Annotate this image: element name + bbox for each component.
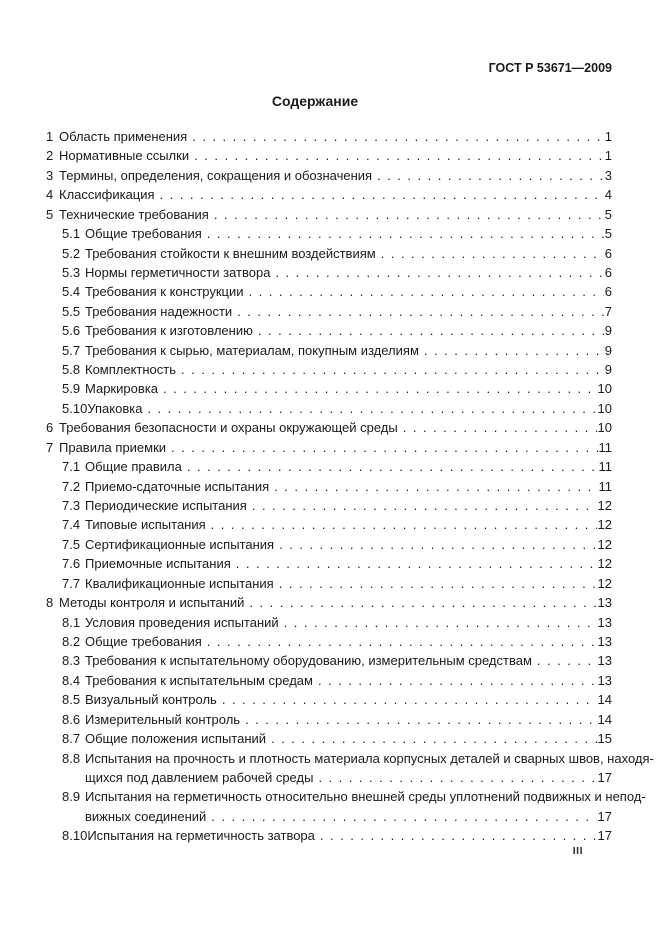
- toc-entry-content: [59, 205, 612, 224]
- toc-entry-number: 5: [46, 206, 54, 222]
- toc-entry-page: 1: [604, 148, 612, 164]
- toc-entry-label: Типовые испытания: [85, 517, 206, 533]
- toc-entry: [46, 438, 612, 457]
- toc-entry-lastline: [85, 807, 612, 826]
- toc-entry-page: 13: [597, 672, 612, 688]
- toc-entry: [46, 224, 612, 243]
- toc-entry: [46, 477, 612, 496]
- toc-entry-lastline: [85, 535, 612, 554]
- toc-entry-page: 3: [604, 167, 612, 183]
- toc-entry: [46, 146, 612, 165]
- toc-entry-content: [85, 749, 654, 788]
- toc-entry-content: [85, 729, 612, 748]
- dot-leader: [279, 574, 597, 593]
- toc-entry-page: 10: [597, 420, 612, 436]
- toc-entry: [46, 515, 612, 534]
- toc-entry-content: [59, 146, 612, 165]
- dot-leader: [207, 224, 604, 243]
- toc-entry-label: Общие требования: [85, 226, 202, 242]
- toc-entry-number: 8.8: [62, 750, 81, 766]
- toc-entry-number: 1: [46, 129, 54, 144]
- toc-entry-label: Общие положения испытаний: [85, 731, 267, 747]
- toc-entry-number: 8.3: [62, 653, 81, 669]
- toc-entry-lastline: [85, 574, 612, 593]
- toc-entry: [46, 632, 612, 651]
- toc-entry-content: [85, 379, 612, 398]
- toc-entry-label-line1: Испытания на прочность и плотность материала корпусных деталей и сварных швов, находя-: [85, 750, 654, 766]
- toc-entry-lastline: [87, 826, 612, 845]
- toc-entry-lastline: [59, 185, 612, 204]
- toc-entry-label: Требования к сырью, материалам, покупным изделиям: [85, 342, 419, 358]
- toc-entry-number: 7.5: [62, 536, 81, 552]
- toc-entry-label: Требования к изготовлению: [85, 323, 253, 339]
- toc-entry-content: [85, 613, 612, 632]
- dot-leader: [207, 632, 597, 651]
- toc-entry-label: Область применения: [59, 129, 188, 144]
- toc-entry-number: 7.1: [62, 459, 81, 475]
- toc-entry-page: 6: [604, 284, 612, 300]
- toc-entry-lastline: [59, 438, 612, 457]
- toc-entry-number: 5.3: [62, 264, 81, 280]
- toc-entry-lastline: [59, 593, 612, 612]
- toc-entry-number: 6: [46, 420, 54, 436]
- toc-entry-content: [87, 399, 612, 418]
- dot-leader: [237, 302, 604, 321]
- toc-entry-page: 17: [597, 769, 612, 785]
- toc-entry-lastline: [59, 418, 612, 437]
- toc-entry: [46, 826, 612, 845]
- toc-entry-lastline: [85, 244, 612, 263]
- dot-leader: [403, 418, 597, 437]
- toc-entry: [46, 574, 612, 593]
- toc-entry-label: Сертификационные испытания: [85, 536, 275, 552]
- toc-entry-label: Классификация: [59, 187, 155, 203]
- toc-entry: [46, 205, 612, 224]
- toc-entry-number: 5.10: [62, 400, 88, 416]
- toc-entry-lastline: [85, 768, 612, 787]
- toc-entry-content: [85, 787, 646, 826]
- toc-entry-content: [85, 515, 612, 534]
- toc-entry-number: 5.1: [62, 226, 81, 242]
- toc-entry-content: [85, 282, 612, 301]
- toc-entry-page: 13: [597, 595, 612, 611]
- dot-leader: [318, 671, 597, 690]
- toc-entry-lastline: [85, 651, 612, 670]
- dot-leader: [245, 710, 596, 729]
- toc-entry-label: Правила приемки: [59, 439, 167, 455]
- toc-entry-label: Визуальный контроль: [85, 692, 217, 708]
- toc-entry-page: 13: [597, 633, 612, 649]
- toc-entry: [46, 690, 612, 709]
- toc-entry-content: [85, 360, 612, 379]
- toc-entry-page: 13: [597, 614, 612, 630]
- toc-entry-content: [85, 632, 612, 651]
- toc-entry-content: [85, 690, 612, 709]
- toc-entry-number: 5.6: [62, 323, 81, 339]
- toc-entry: [46, 418, 612, 437]
- page-title: Содержание: [271, 93, 359, 109]
- toc-entry: [46, 710, 612, 729]
- toc-entry: [46, 651, 612, 670]
- toc-entry-content: [85, 302, 612, 321]
- toc-entry: [46, 360, 612, 379]
- toc-entry-page: 14: [597, 711, 612, 727]
- toc-entry-label: Нормативные ссылки: [59, 148, 190, 164]
- toc-entry: [46, 321, 612, 340]
- toc-entry-number: 2: [46, 148, 54, 164]
- toc-entry: [46, 263, 612, 282]
- dot-leader: [181, 360, 604, 379]
- toc-entry-content: [85, 477, 612, 496]
- toc-entry-number: 3: [46, 167, 54, 183]
- toc-entry: [46, 729, 612, 748]
- toc-entry-lastline: [85, 477, 612, 496]
- toc-entry-page: 9: [604, 362, 612, 378]
- toc-entry: [46, 535, 612, 554]
- toc-entry-label: Комплектность: [85, 362, 177, 378]
- toc-entry: [46, 302, 612, 321]
- toc-entry-lastline: [85, 457, 612, 476]
- toc-entry: [46, 496, 612, 515]
- toc-entry-number: 5.2: [62, 245, 81, 261]
- dot-leader: [163, 379, 597, 398]
- dot-leader: [236, 554, 597, 573]
- document-code: ГОСТ Р 53671—2009: [488, 61, 612, 75]
- toc-entry-lastline: [85, 729, 612, 748]
- toc-entry-lastline: [85, 496, 612, 515]
- toc-entry-label: Термины, определения, сокращения и обозначения: [59, 167, 373, 183]
- toc-entry-page: 12: [597, 556, 612, 572]
- toc-entry-page: 5: [604, 226, 612, 242]
- toc-entry: [46, 185, 612, 204]
- toc-entry-lastline: [59, 205, 612, 224]
- dot-leader: [211, 807, 596, 826]
- toc-entry-page: 17: [597, 828, 612, 844]
- toc-entry-content: [85, 671, 612, 690]
- toc-entry-lastline: [59, 127, 612, 146]
- toc-entry-content: [85, 341, 612, 360]
- dot-leader: [377, 166, 604, 185]
- toc-entry-content: [59, 593, 612, 612]
- toc-entry-page: 17: [597, 808, 612, 824]
- toc-entry-page: 12: [597, 575, 612, 591]
- toc-entry-number: 7: [46, 439, 54, 455]
- toc-entry-label: Нормы герметичности затвора: [85, 264, 271, 280]
- toc-entry-label: Общие правила: [85, 459, 182, 475]
- toc-entry-lastline: [85, 263, 612, 282]
- toc-entry-number: 8.4: [62, 672, 81, 688]
- dot-leader: [194, 146, 604, 165]
- toc-entry-lastline: [85, 690, 612, 709]
- toc-entry-page: 11: [598, 478, 612, 494]
- toc-entry-label: Требования стойкости к внешним воздействиям: [85, 245, 376, 261]
- toc-entry-label: Технические требования: [59, 206, 209, 222]
- toc-entry-page: 9: [604, 342, 612, 358]
- toc-entry-label: вижных соединений: [85, 808, 207, 824]
- toc-entry-lastline: [85, 515, 612, 534]
- toc-entry-lastline: [85, 224, 612, 243]
- toc-entry-page: 6: [604, 264, 612, 280]
- toc-entry-page: 6: [604, 245, 612, 261]
- toc-entry-content: [85, 496, 612, 515]
- dot-leader: [381, 244, 604, 263]
- toc-entry-content: [59, 166, 612, 185]
- toc-entry-page: 12: [597, 498, 612, 514]
- toc-entry-page: 1: [604, 129, 612, 144]
- toc-entry-page: 10: [597, 381, 612, 397]
- toc-entry-label: Упаковка: [87, 400, 143, 416]
- dot-leader: [211, 515, 597, 534]
- dot-leader: [279, 535, 596, 554]
- toc-entry-page: 13: [597, 653, 612, 669]
- dot-leader: [249, 593, 596, 612]
- toc-entry-number: 5.8: [62, 362, 81, 378]
- toc-entry-lastline: [85, 613, 612, 632]
- toc-entry-content: [85, 321, 612, 340]
- toc-entry-number: 5.4: [62, 284, 81, 300]
- toc-entry-label: Требования к конструкции: [85, 284, 244, 300]
- toc-entry-lastline: [85, 632, 612, 651]
- toc-entry-label: Испытания на герметичность затвора: [87, 828, 315, 844]
- dot-leader: [171, 438, 597, 457]
- toc-entry-page: 11: [598, 459, 612, 475]
- toc-entry-number: 8: [46, 595, 54, 611]
- toc-entry-number: 7.6: [62, 556, 81, 572]
- dot-leader: [147, 399, 596, 418]
- toc-entry-page: 12: [597, 536, 612, 552]
- toc-entry-content: [85, 263, 612, 282]
- toc-entry-lastline: [85, 379, 612, 398]
- toc-entry: [46, 787, 646, 826]
- toc-entry-number: 8.2: [62, 633, 81, 649]
- toc-entry-label: щихся под давлением рабочей среды: [85, 769, 314, 785]
- dot-leader: [318, 768, 596, 787]
- dot-leader: [214, 205, 604, 224]
- toc-entry-content: [85, 535, 612, 554]
- toc-entry-content: [85, 651, 612, 670]
- dot-leader: [187, 457, 598, 476]
- dot-leader: [275, 263, 603, 282]
- toc-entry: [46, 244, 612, 263]
- toc-entry-page: 14: [597, 692, 612, 708]
- toc-entry-page: 7: [604, 303, 612, 319]
- toc-entry: [46, 613, 612, 632]
- toc-entry: [46, 593, 612, 612]
- toc-entry-content: [85, 710, 612, 729]
- dot-leader: [258, 321, 604, 340]
- toc-entry-lastline: [59, 166, 612, 185]
- toc-entry-page: 12: [597, 517, 612, 533]
- dot-leader: [284, 613, 597, 632]
- toc-entry-content: [87, 826, 612, 845]
- toc-entry-label: Приемо-сдаточные испытания: [85, 478, 270, 494]
- toc-entry-page: 11: [598, 439, 612, 455]
- toc-entry-label: Измерительный контроль: [85, 711, 241, 727]
- toc-entry-lastline: [85, 710, 612, 729]
- toc-entry-label: Требования к испытательным средам: [85, 672, 313, 688]
- toc-list: [46, 127, 654, 846]
- toc-entry-content: [85, 244, 612, 263]
- toc-entry-lastline: [85, 282, 612, 301]
- toc-entry-content: [59, 438, 612, 457]
- dot-leader: [320, 826, 597, 845]
- toc-entry-number: 8.9: [62, 789, 81, 805]
- toc-entry-number: 8.5: [62, 692, 81, 708]
- toc-entry-label: Требования к испытательному оборудованию, измерительным средствам: [85, 653, 532, 669]
- toc-entry-number: 5.7: [62, 342, 81, 358]
- toc-entry-number: 5.5: [62, 303, 81, 319]
- toc-entry-label: Периодические испытания: [85, 498, 247, 514]
- toc-entry-label: Методы контроля и испытаний: [59, 595, 245, 611]
- toc-entry: [46, 166, 612, 185]
- toc-entry: [46, 749, 654, 788]
- toc-entry-page: 15: [597, 731, 612, 747]
- toc-entry-number: 7.3: [62, 498, 81, 514]
- toc-entry-label: Приемочные испытания: [85, 556, 231, 572]
- toc-entry-content: [85, 224, 612, 243]
- dot-leader: [274, 477, 597, 496]
- toc-entry-label-line1: Испытания на герметичность относительно внешней среды уплотнений подвижных и непод-: [85, 789, 646, 805]
- toc-entry-lastline: [85, 302, 612, 321]
- toc-entry-number: 8.6: [62, 711, 81, 727]
- dot-leader: [271, 729, 596, 748]
- toc-entry-content: [85, 457, 612, 476]
- toc-entry: [46, 127, 612, 146]
- toc-entry: [46, 379, 612, 398]
- toc-entry-lastline: [85, 321, 612, 340]
- toc-entry-label: Маркировка: [85, 381, 158, 397]
- toc-entry-page: 5: [604, 206, 612, 222]
- toc-entry-label: Требования безопасности и охраны окружающей среды: [59, 420, 398, 436]
- toc-entry-content: [59, 127, 612, 146]
- toc-entry-lastline: [85, 554, 612, 573]
- dot-leader: [424, 341, 604, 360]
- toc-entry-content: [85, 554, 612, 573]
- toc-entry-label: Условия проведения испытаний: [85, 614, 279, 630]
- toc-entry-content: [59, 418, 612, 437]
- dot-leader: [160, 185, 604, 204]
- toc-entry-number: 7.7: [62, 575, 81, 591]
- toc-entry: [46, 399, 612, 418]
- toc-entry-number: 8.1: [62, 614, 81, 630]
- toc-entry: [46, 671, 612, 690]
- toc-entry: [46, 457, 612, 476]
- dot-leader: [252, 496, 597, 515]
- toc-entry-lastline: [85, 360, 612, 379]
- toc-entry-lastline: [85, 671, 612, 690]
- toc-entry-number: 7.2: [62, 478, 81, 494]
- dot-leader: [192, 127, 604, 146]
- toc-entry-number: 8.7: [62, 731, 81, 747]
- toc-entry-number: 7.4: [62, 517, 81, 533]
- dot-leader: [222, 690, 597, 709]
- toc-entry-label: Общие требования: [85, 633, 202, 649]
- toc-entry-lastline: [87, 399, 612, 418]
- toc-entry-number: 5.9: [62, 381, 81, 397]
- toc-entry-number: 4: [46, 187, 54, 203]
- toc-entry-content: [59, 185, 612, 204]
- toc-entry: [46, 341, 612, 360]
- toc-entry: [46, 282, 612, 301]
- toc-entry-page: 9: [604, 323, 612, 339]
- toc-entry-content: [85, 574, 612, 593]
- toc-entry-page: 10: [597, 400, 612, 416]
- toc-entry-number: 8.10: [62, 828, 88, 844]
- toc-entry-page: 4: [604, 187, 612, 203]
- dot-leader: [537, 651, 597, 670]
- toc-entry-label: Квалификационные испытания: [85, 575, 274, 591]
- toc-entry-label: Требования надежности: [85, 303, 233, 319]
- toc-entry: [46, 554, 612, 573]
- toc-entry-lastline: [85, 341, 612, 360]
- dot-leader: [249, 282, 604, 301]
- page-number: III: [572, 845, 583, 857]
- toc-entry-lastline: [59, 146, 612, 165]
